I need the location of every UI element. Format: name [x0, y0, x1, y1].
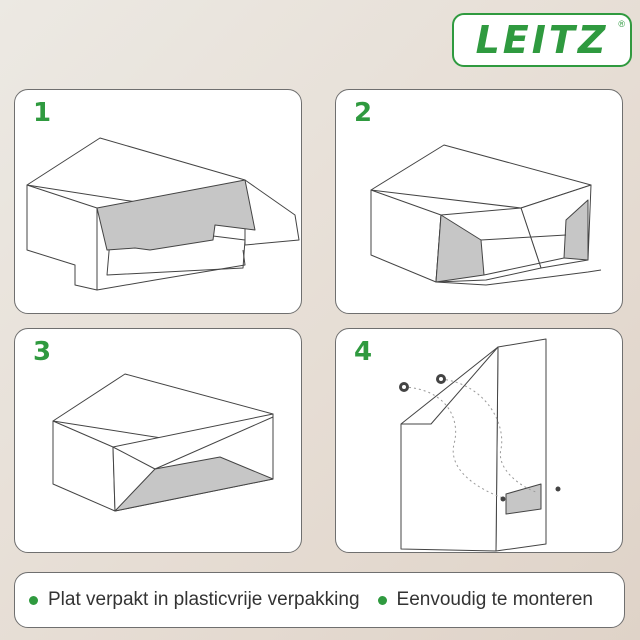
feature-text: Eenvoudig te monteren	[396, 589, 593, 610]
step-2-front-left	[371, 190, 441, 282]
step-2-panel	[335, 89, 623, 314]
step-3-panel	[14, 328, 302, 553]
step-1-illustration	[15, 90, 302, 314]
step-4-number: 4	[354, 337, 373, 367]
feature-item	[29, 589, 360, 611]
registered-mark: ®	[618, 19, 625, 29]
bullet-dot-icon	[29, 596, 38, 605]
feature-item	[378, 589, 593, 611]
feature-bar	[14, 572, 625, 628]
step-2-illustration	[336, 90, 623, 314]
step-4-back-spine	[496, 339, 546, 551]
step-4-file-side	[401, 347, 498, 551]
step-3-number: 3	[33, 337, 52, 367]
step-4-panel	[335, 328, 623, 553]
step-4-wall-plugs	[399, 374, 446, 392]
step-1-side-flap	[245, 180, 299, 245]
step-1-number: 1	[33, 98, 52, 128]
feature-text: Plat verpakt in plasticvrije verpakking	[48, 589, 360, 610]
step-1-front-flap	[27, 185, 97, 290]
leitz-logo	[452, 13, 632, 67]
step-2-number: 2	[354, 98, 373, 128]
step-1-panel	[14, 89, 302, 314]
step-3-front-left	[53, 421, 115, 511]
step-4-illustration	[336, 329, 623, 553]
bullet-dot-icon	[378, 596, 387, 605]
logo-wordmark: LEITZ	[475, 18, 609, 62]
step-3-illustration	[15, 329, 302, 553]
